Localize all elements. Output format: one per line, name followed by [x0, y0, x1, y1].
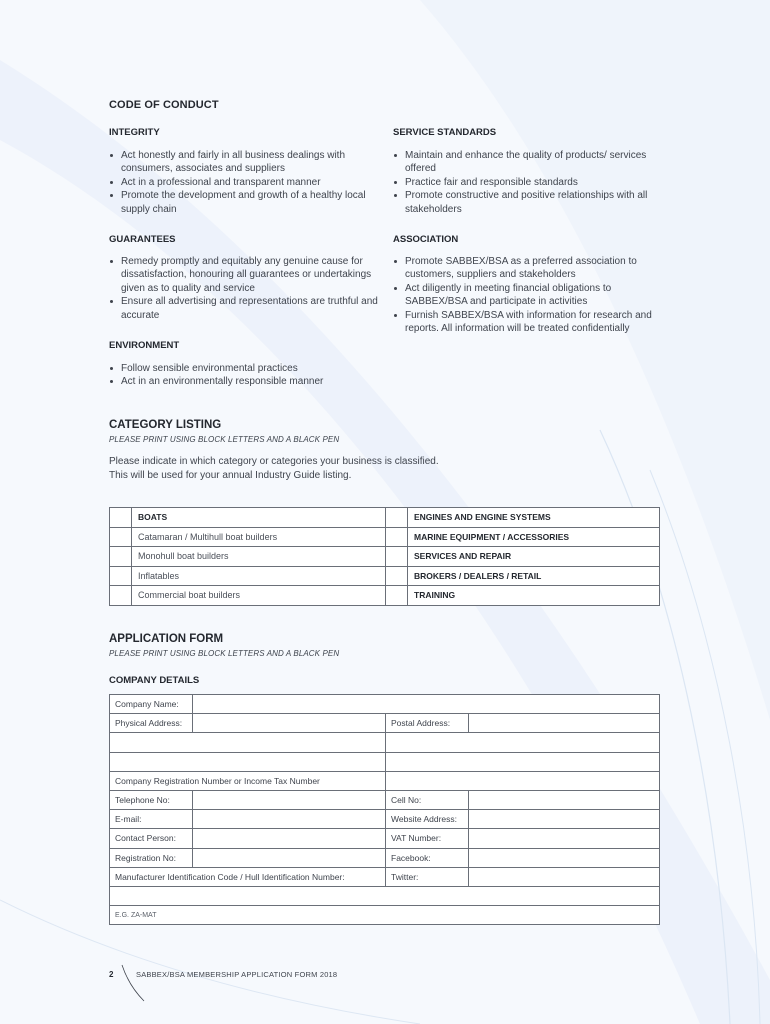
website-label: Website Address: [386, 810, 469, 829]
association-list [393, 255, 665, 335]
list-item: Promote the development and growth of a healthy local supply chain [109, 189, 379, 216]
list-item: Furnish SABBEX/BSA with information for research and reports. All information will be treated confidentially [393, 309, 665, 336]
contact-person-label: Contact Person: [110, 829, 193, 848]
physical-address-field-line-3[interactable] [110, 752, 386, 771]
category-table [109, 507, 660, 606]
twitter-label: Twitter: [386, 867, 469, 886]
list-item: Act honestly and fairly in all business dealings with consumers, associates and suppliers [109, 149, 379, 176]
service-standards-heading: SERVICE STANDARDS [393, 127, 497, 138]
checkbox-services-repair[interactable] [386, 547, 408, 567]
postal-address-label: Postal Address: [386, 714, 469, 733]
service-standards-list [393, 149, 665, 216]
table-row [110, 714, 660, 733]
list-item: Practice fair and responsible standards [393, 176, 665, 189]
list-item: Promote constructive and positive relationships with all stakeholders [393, 189, 665, 216]
example-hint: E.G. ZA-MAT [110, 906, 660, 925]
environment-heading: ENVIRONMENT [109, 340, 180, 351]
guarantees-list [109, 255, 379, 322]
registration-no-label: Registration No: [110, 848, 193, 867]
table-row [110, 586, 660, 606]
vat-number-field[interactable] [469, 829, 660, 848]
category-label: BROKERS / DEALERS / RETAIL [408, 566, 660, 586]
code-of-conduct-title: CODE OF CONDUCT [109, 99, 219, 111]
checkbox-commercial[interactable] [110, 586, 132, 606]
category-listing-title: CATEGORY LISTING [109, 419, 222, 431]
category-label: Monohull boat builders [132, 547, 386, 567]
email-field[interactable] [193, 810, 386, 829]
checkbox-brokers[interactable] [386, 566, 408, 586]
table-row [110, 829, 660, 848]
checkbox-inflatables[interactable] [110, 566, 132, 586]
table-row [110, 771, 660, 790]
category-label: Inflatables [132, 566, 386, 586]
category-label: TRAINING [408, 586, 660, 606]
company-details-heading: COMPANY DETAILS [109, 675, 200, 686]
manufacturer-code-field[interactable] [110, 886, 660, 905]
table-row [110, 508, 660, 528]
association-heading: ASSOCIATION [393, 234, 459, 245]
environment-list [109, 362, 389, 389]
list-item: Ensure all advertising and representations are truthful and accurate [109, 295, 379, 322]
list-item: Follow sensible environmental practices [109, 362, 389, 375]
integrity-heading: INTEGRITY [109, 127, 160, 138]
checkbox-catamaran[interactable] [110, 527, 132, 547]
table-row [110, 695, 660, 714]
physical-address-field-line-2[interactable] [110, 733, 386, 752]
registration-no-field[interactable] [193, 848, 386, 867]
category-label: Catamaran / Multihull boat builders [132, 527, 386, 547]
postal-address-field[interactable] [469, 714, 660, 733]
contact-person-field[interactable] [193, 829, 386, 848]
category-label: Commercial boat builders [132, 586, 386, 606]
category-label: BOATS [132, 508, 386, 528]
category-label: ENGINES AND ENGINE SYSTEMS [408, 508, 660, 528]
integrity-list [109, 149, 379, 216]
table-row [110, 790, 660, 809]
twitter-field[interactable] [469, 867, 660, 886]
list-item: Act diligently in meeting financial obligations to SABBEX/BSA and participate in activities [393, 282, 665, 309]
company-name-label: Company Name: [110, 695, 193, 714]
company-name-field[interactable] [193, 695, 660, 714]
list-item: Maintain and enhance the quality of products/ services offered [393, 149, 665, 176]
facebook-label: Facebook: [386, 848, 469, 867]
website-field[interactable] [469, 810, 660, 829]
email-label: E-mail: [110, 810, 193, 829]
physical-address-label: Physical Address: [110, 714, 193, 733]
category-listing-intro [109, 455, 669, 483]
table-row [110, 867, 660, 886]
category-label: SERVICES AND REPAIR [408, 547, 660, 567]
checkbox-monohull[interactable] [110, 547, 132, 567]
intro-line-2: This will be used for your annual Industry Guide listing. [109, 470, 352, 481]
postal-address-field-line-3[interactable] [386, 752, 660, 771]
vat-number-label: VAT Number: [386, 829, 469, 848]
table-row [110, 566, 660, 586]
category-label: MARINE EQUIPMENT / ACCESSORIES [408, 527, 660, 547]
checkbox-boats[interactable] [110, 508, 132, 528]
application-form-instruction: PLEASE PRINT USING BLOCK LETTERS AND A BLACK PEN [109, 649, 340, 658]
intro-line-1: Please indicate in which category or categories your business is classified. [109, 456, 439, 467]
list-item: Act in an environmentally responsible manner [109, 375, 389, 388]
telephone-field[interactable] [193, 790, 386, 809]
footer-divider-icon [118, 963, 148, 1003]
registration-number-label: Company Registration Number or Income Tax Number [110, 771, 386, 790]
cell-field[interactable] [469, 790, 660, 809]
postal-address-field-line-2[interactable] [386, 733, 660, 752]
physical-address-field[interactable] [193, 714, 386, 733]
telephone-label: Telephone No: [110, 790, 193, 809]
checkbox-training[interactable] [386, 586, 408, 606]
table-row [110, 547, 660, 567]
manufacturer-code-label: Manufacturer Identification Code / Hull Identification Number: [110, 867, 386, 886]
page-number: 2 [109, 970, 114, 979]
facebook-field[interactable] [469, 848, 660, 867]
checkbox-engines[interactable] [386, 508, 408, 528]
table-row [110, 752, 660, 771]
category-listing-instruction: PLEASE PRINT USING BLOCK LETTERS AND A BLACK PEN [109, 435, 340, 444]
registration-number-field[interactable] [386, 771, 660, 790]
table-row [110, 886, 660, 905]
list-item: Promote SABBEX/BSA as a preferred association to customers, suppliers and stakeholders [393, 255, 665, 282]
table-row [110, 733, 660, 752]
company-details-table [109, 694, 660, 925]
list-item: Remedy promptly and equitably any genuine cause for dissatisfaction, honouring all guarantees or undertakings given as to quality and service [109, 255, 379, 295]
table-row [110, 810, 660, 829]
table-row [110, 906, 660, 925]
table-row [110, 527, 660, 547]
cell-label: Cell No: [386, 790, 469, 809]
application-form-title: APPLICATION FORM [109, 633, 224, 645]
checkbox-marine-equipment[interactable] [386, 527, 408, 547]
table-row [110, 848, 660, 867]
guarantees-heading: GUARANTEES [109, 234, 176, 245]
list-item: Act in a professional and transparent manner [109, 176, 379, 189]
footer-title: SABBEX/BSA MEMBERSHIP APPLICATION FORM 2018 [136, 970, 338, 979]
